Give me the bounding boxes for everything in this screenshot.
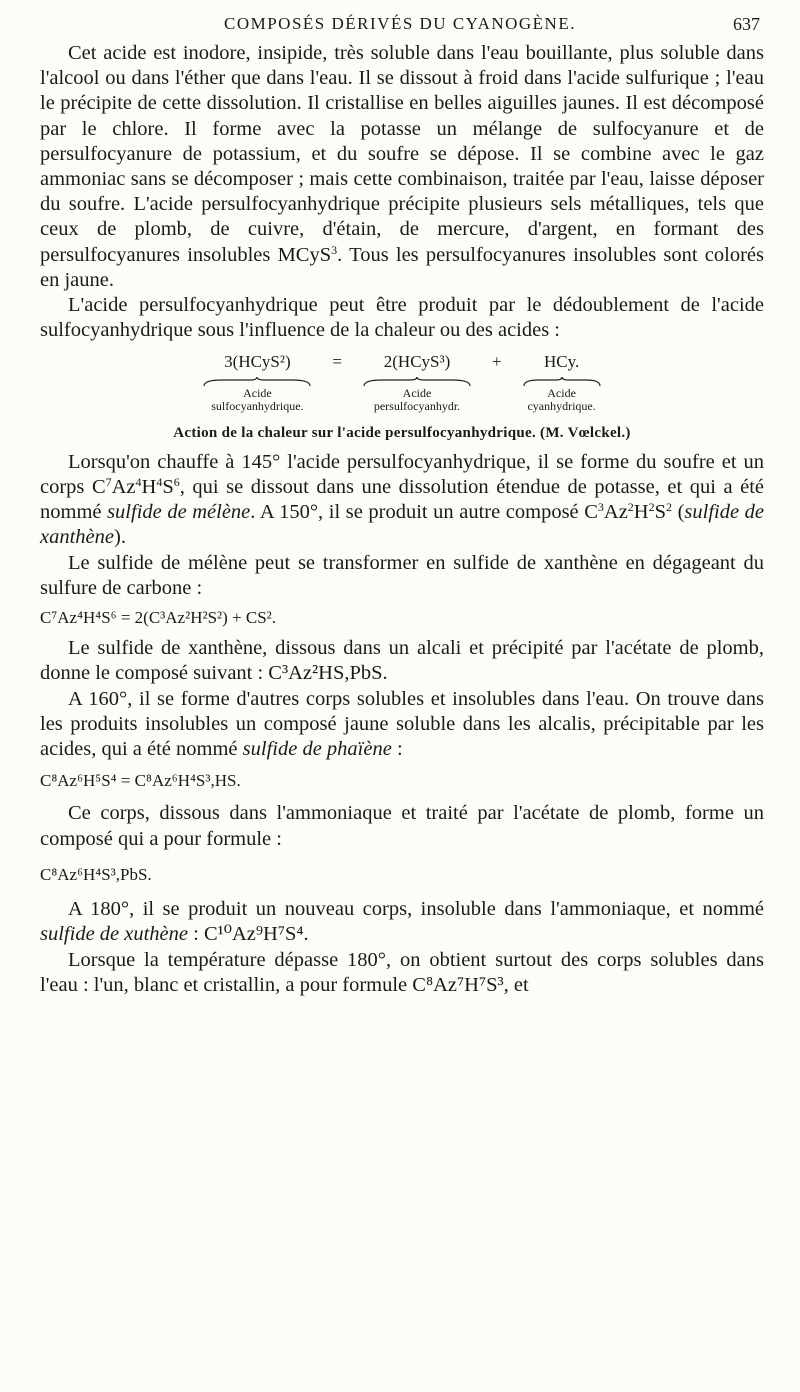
eq1-op1: = [332, 352, 342, 372]
equation-3: C⁸Az⁶H⁵S⁴ = C⁸Az⁶H⁴S³,HS. [40, 771, 241, 791]
eq1-brace-1 [192, 375, 322, 387]
paragraph-8: A 180°, il se produit un nouveau corps, insoluble dans l'ammoniaque, et nommé sulfide de xuthène : C¹⁰Az⁹H⁷S⁴. [40, 898, 764, 946]
paragraph-1-sup: 3 [331, 242, 338, 257]
eq1-caption-3: Acide cyanhydrique. [527, 385, 596, 413]
equation-2: C⁷Az⁴H⁴S⁶ = 2(C³Az²H²S²) + CS². [40, 608, 277, 628]
header-title: COMPOSÉS DÉRIVÉS DU CYANOGÈNE. [224, 14, 576, 33]
paragraph-5: Le sulfide de xanthène, dissous dans un alcali et précipité par l'acétate de plomb, donne le composé suivant : C³Az²HS,PbS. [40, 637, 764, 685]
paragraph-3: Lorsqu'on chauffe à 145° l'acide persulfocyanhydrique, il se forme du soufre et un corps $C^7Az^4H^4S^6$, qui se dissout dans une dissolution étendue de potasse, et qui a été nommé sulfide de mélène. A 150°, il se produit un autre composé $C^3Az^2H^2S^2$ (sulfide de xanthène). [40, 450, 765, 549]
eq1-caption-2: Acide persulfocyanhydr. [373, 385, 461, 413]
paragraph-1-end: . Tous les persulfocyanures insolubles sont colorés en jaune. [40, 243, 764, 291]
equation-1 [192, 349, 611, 412]
term-sulfide-phaiene: sulfide de phaïène [242, 738, 392, 761]
eq1-term1: 3(HCyS²) [224, 352, 291, 372]
eq1-term2: 2(HCyS³) [383, 352, 451, 372]
page-number: 637 [733, 14, 760, 34]
eq1-caption-1: Acide sulfocyanhydrique. [211, 385, 304, 413]
paragraph-7: Ce corps, dissous dans l'ammoniaque et traité par l'acétate de plomb, forme un composé qui a pour formule : [40, 802, 764, 850]
paragraph-6: A 160°, il se forme d'autres corps solubles et insolubles dans l'eau. On trouve dans les produits insolubles un composé jaune soluble dans les alcalis, précipitable par les acides, qui a été nommé sulfide de phaïène : [40, 687, 764, 761]
term-sulfide-xuthene: sulfide de xuthène [40, 923, 189, 946]
term-sulfide-xanthene: sulfide de xanthène [40, 501, 765, 549]
paragraph-9: Lorsque la température dépasse 180°, on obtient surtout des corps solubles dans l'eau : l'un, blanc et cristallin, a pour formule C⁸Az⁷H⁷S³, et [40, 948, 764, 996]
eq1-brace-3 [512, 375, 612, 387]
equation-4: C⁸Az⁶H⁴S³,PbS. [40, 864, 152, 884]
paragraph-4: Le sulfide de mélène peut se transformer en sulfide de xanthène en dégageant du sulfure de carbone : [40, 551, 764, 599]
eq1-brace-2 [352, 375, 482, 387]
eq1-term3: HCy. [543, 352, 580, 372]
section-caption: Action de la chaleur sur l'acide persulfocyanhydrique. (M. Vœlckel.) [173, 424, 631, 441]
page-body [40, 41, 764, 998]
eq1-op2: + [492, 352, 502, 372]
term-sulfide-melene: sulfide de mélène [107, 501, 251, 524]
running-header [0, 14, 800, 38]
paragraph-1 [40, 41, 764, 293]
paragraph-1-text: Cet acide est inodore, insipide, très soluble dans l'eau bouillante, plus soluble dans l'alcool ou dans l'éther que dans l'eau. Il se dissout à froid dans l'acide sulfurique ; l'eau le précipite de cette dissolution. Il cristallise en belles aiguilles jaunes. Il est décomposé par le chlore. Il forme avec la potasse un mélange de sulfocyanure et de persulfocyanure de potassium, et du soufre se dépose. Il se combine avec le gaz ammoniac sans se décomposer ; mais cette combinaison, traitée par l'eau, laisse déposer du soufre. L'acide persulfocyanhydrique précipite plusieurs sels métalliques, tels que ceux de plomb, de cuivre, d'étain, de mercure, d'argent, en formant des persulfocyanures insolubles MCyS [40, 42, 764, 266]
paragraph-2: L'acide persulfocyanhydrique peut être produit par le dédoublement de l'acide sulfocyanhydrique sous l'influence de la chaleur ou des acides : [40, 294, 764, 342]
